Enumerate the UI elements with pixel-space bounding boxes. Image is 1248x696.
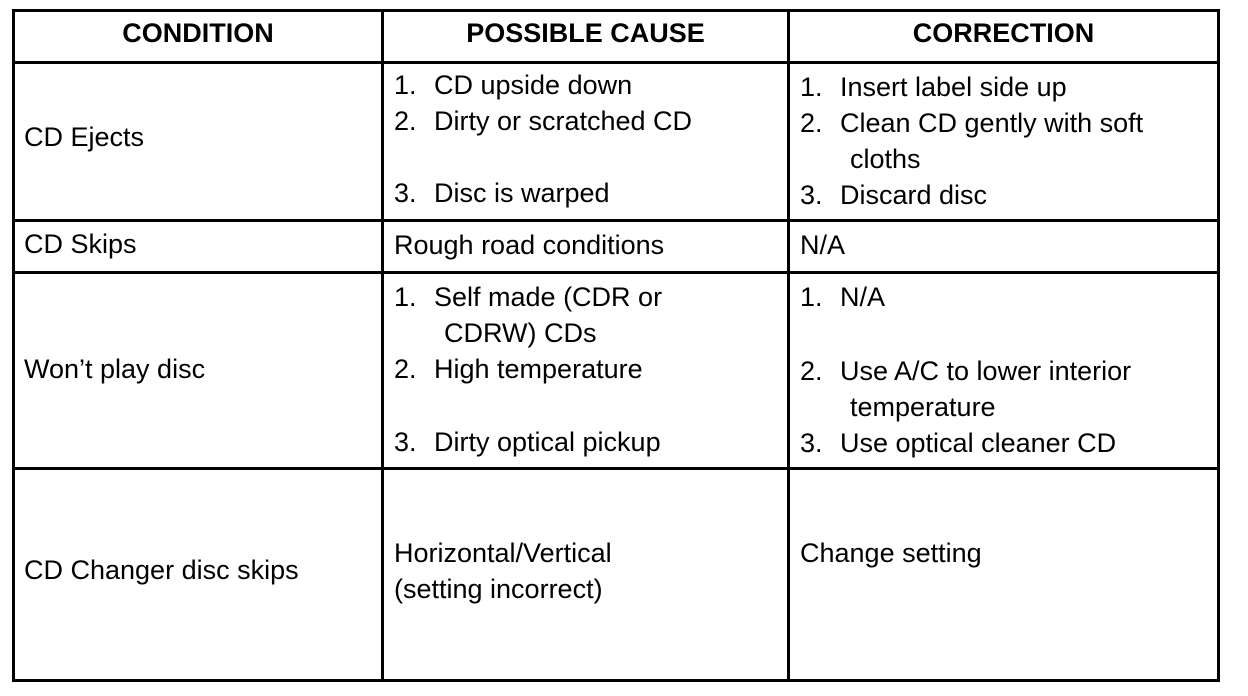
item-number: 3. (800, 180, 823, 210)
row-divider-1 (12, 219, 1220, 222)
correction-item (800, 177, 987, 213)
item-number: 2. (394, 354, 417, 384)
condition-cell: CD Ejects (24, 122, 145, 152)
row-divider-3 (12, 467, 1220, 470)
border-right (1217, 9, 1220, 682)
correction-item (800, 279, 885, 315)
condition-cell: Won’t play disc (24, 354, 206, 384)
item-number: 2. (800, 356, 823, 386)
correction-item (800, 353, 1131, 389)
col-divider-1 (381, 9, 384, 682)
condition-cell: CD Skips (24, 229, 137, 259)
troubleshooting-table (12, 9, 1220, 683)
cause-item (394, 67, 632, 103)
cause-item (394, 279, 662, 315)
item-number: 2. (800, 108, 823, 138)
header-correction: CORRECTION (912, 18, 1095, 48)
item-number: 2. (394, 106, 417, 136)
col-divider-2 (787, 9, 790, 682)
row-divider-header (12, 61, 1220, 64)
cause-cell: Horizontal/Vertical (394, 538, 612, 568)
item-text: Dirty or scratched CD (434, 106, 693, 136)
item-text: Discard disc (840, 180, 988, 210)
border-left (12, 9, 15, 682)
cause-item (394, 424, 661, 460)
item-text: Dirty optical pickup (434, 427, 661, 457)
item-number: 1. (800, 72, 823, 102)
correction-item (800, 69, 1067, 105)
item-number: 3. (800, 428, 823, 458)
item-text: Use optical cleaner CD (840, 428, 1117, 458)
correction-cell: N/A (800, 230, 846, 260)
item-text: High temperature (434, 354, 643, 384)
correction-item-continuation: temperature (850, 392, 996, 422)
item-number: 1. (394, 70, 417, 100)
item-number: 3. (394, 427, 417, 457)
item-text: Disc is warped (434, 178, 610, 208)
cause-item (394, 351, 643, 387)
item-number: 3. (394, 178, 417, 208)
item-number: 1. (394, 282, 417, 312)
header-condition: CONDITION (122, 18, 274, 48)
item-text: Use A/C to lower interior (840, 356, 1132, 386)
correction-item-continuation: cloths (850, 144, 921, 174)
correction-cell: Change setting (800, 538, 982, 568)
header-possible-cause: POSSIBLE CAUSE (466, 18, 705, 48)
item-number: 1. (800, 282, 823, 312)
correction-item (800, 105, 1143, 141)
cause-item (394, 175, 610, 211)
correction-item (800, 425, 1116, 461)
item-text: Clean CD gently with soft (840, 108, 1144, 138)
item-text: Self made (CDR or (434, 282, 663, 312)
border-top (12, 9, 1220, 12)
item-text: N/A (840, 282, 886, 312)
cause-item-continuation: CDRW) CDs (444, 318, 597, 348)
cause-cell-line2: (setting incorrect) (394, 574, 603, 604)
condition-cell: CD Changer disc skips (24, 555, 299, 585)
cause-item (394, 103, 692, 139)
item-text: Insert label side up (840, 72, 1067, 102)
row-divider-2 (12, 271, 1220, 274)
cause-cell: Rough road conditions (394, 230, 665, 260)
border-bottom (12, 679, 1220, 682)
item-text: CD upside down (434, 70, 633, 100)
